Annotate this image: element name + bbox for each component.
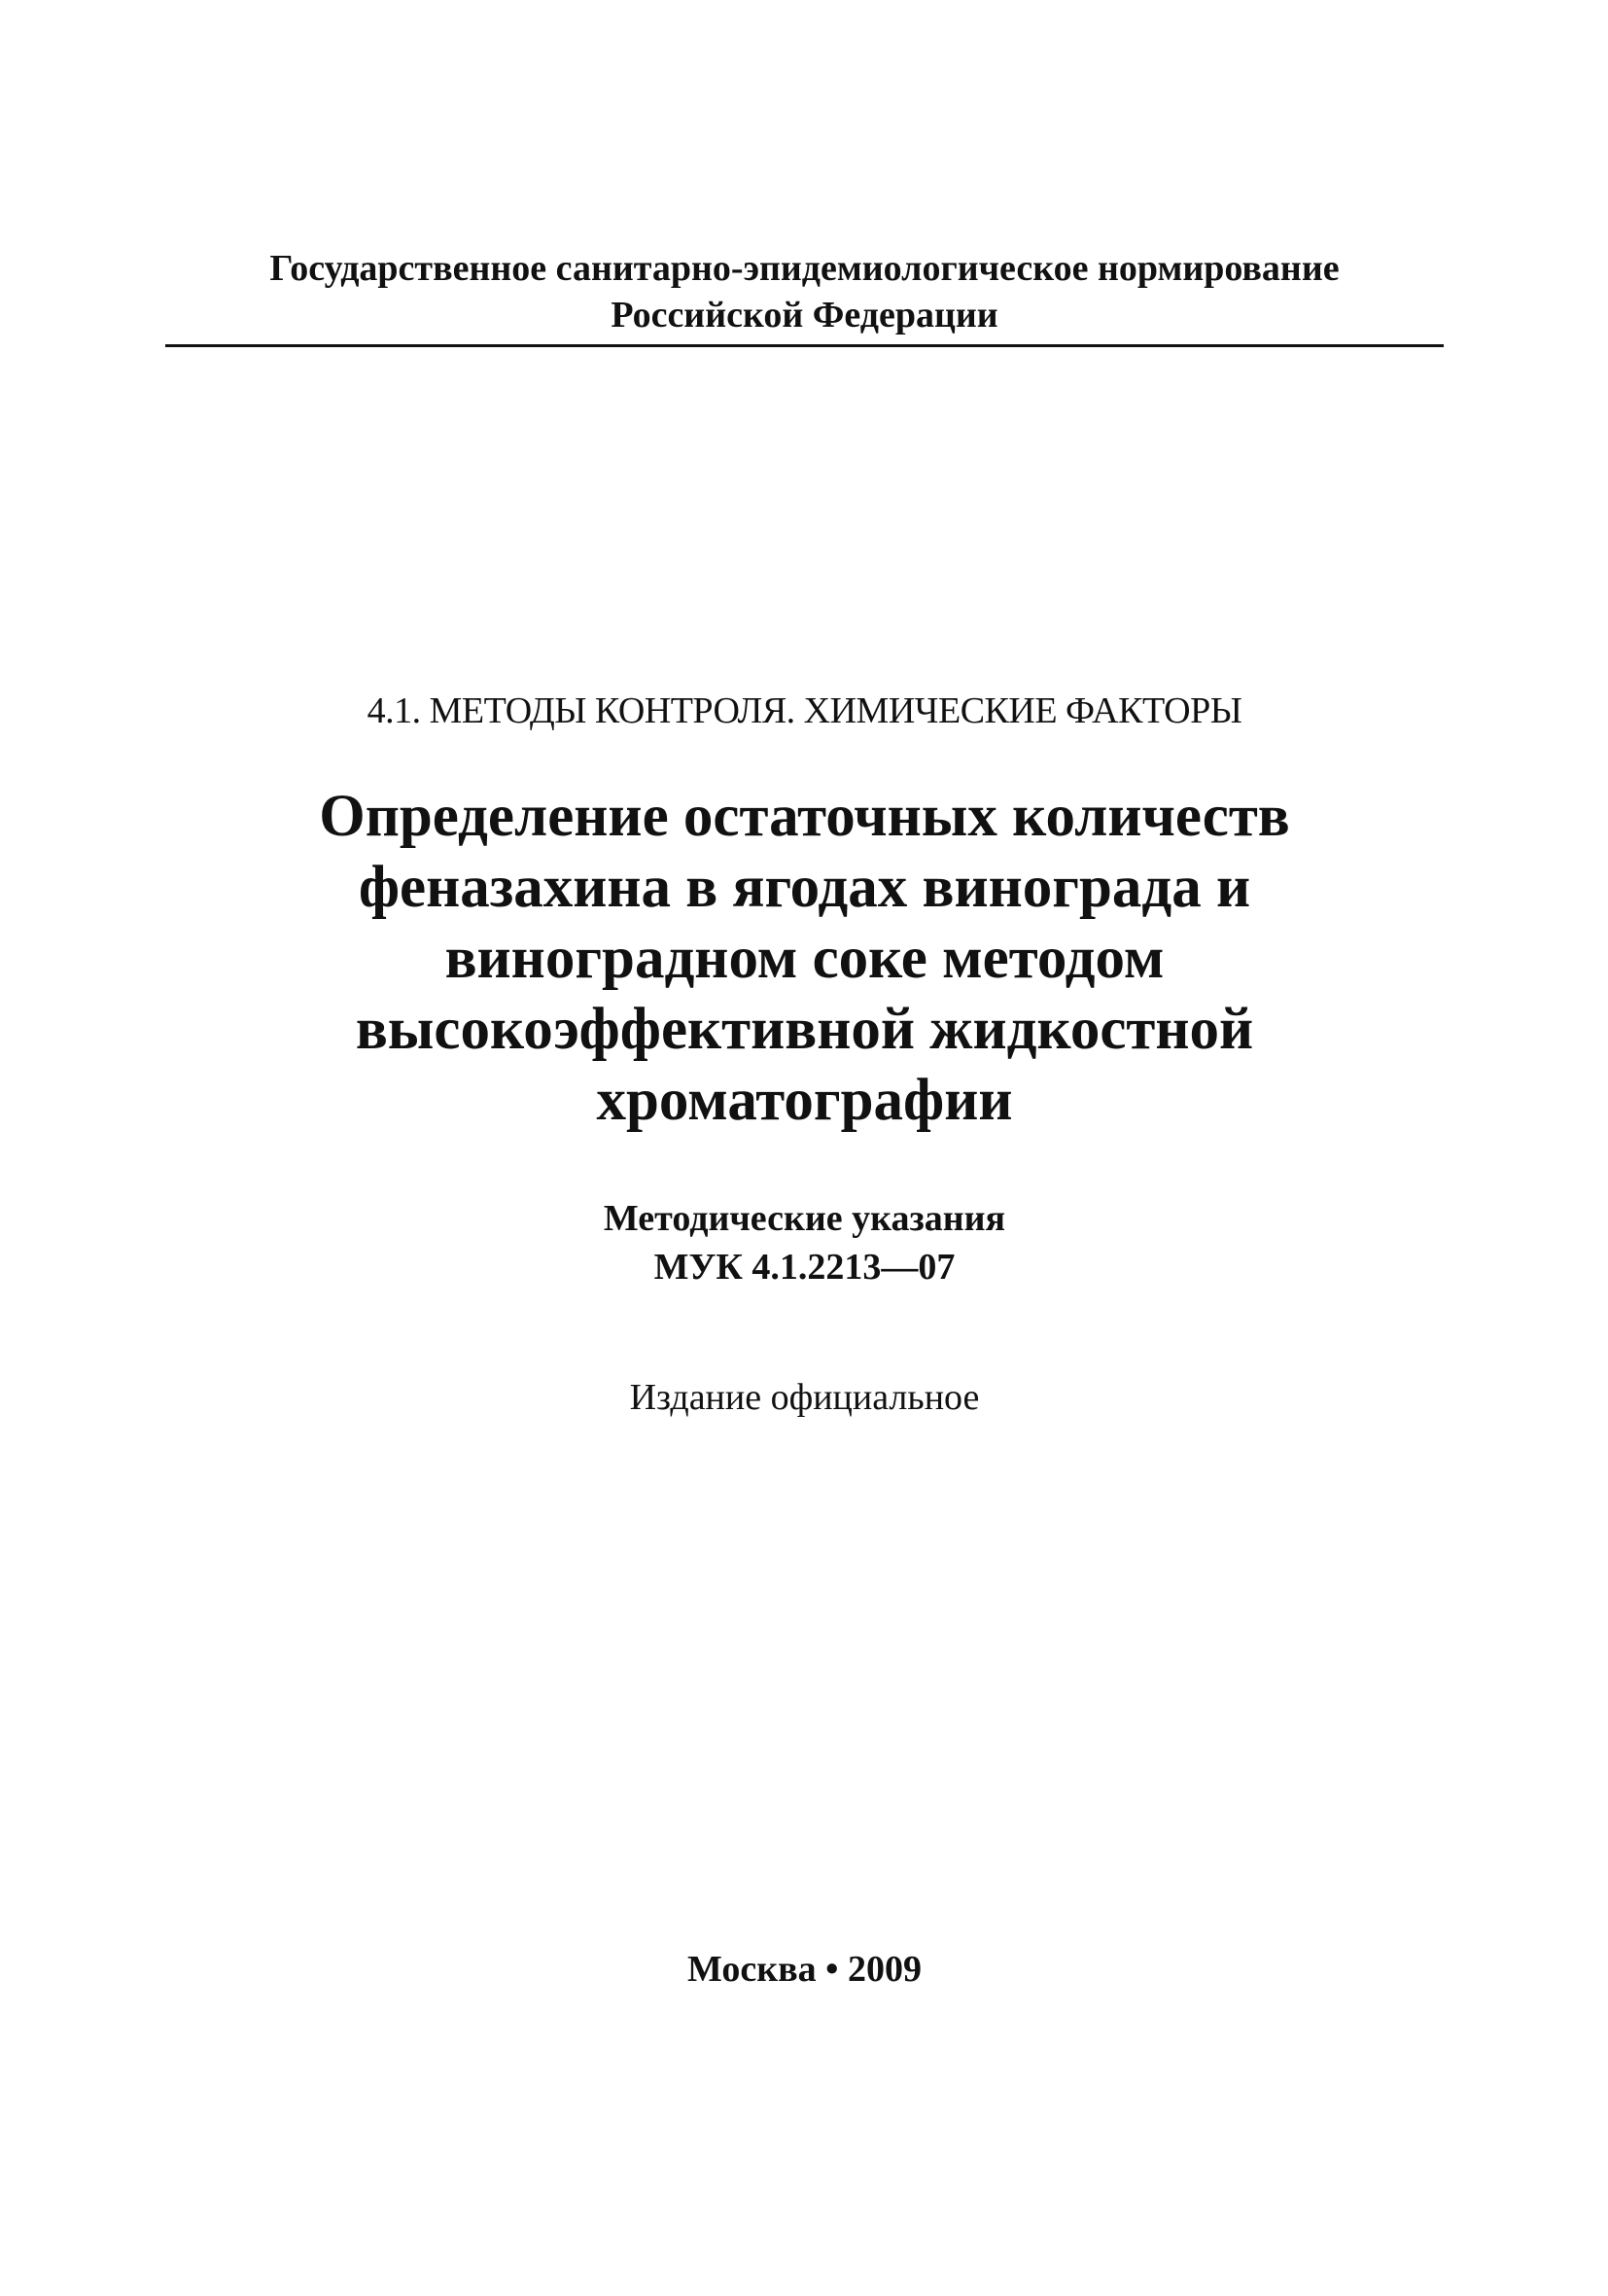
series-heading: 4.1. МЕТОДЫ КОНТРОЛЯ. ХИМИЧЕСКИЕ ФАКТОРЫ [367, 690, 1242, 731]
header-line-2: Российской Федерации [611, 295, 998, 336]
document-type: Методические указания [603, 1198, 1006, 1239]
imprint-city-year: Москва • 2009 [687, 1949, 922, 1990]
document-title [146, 781, 1463, 1136]
title-line-2: феназахина в ягодах винограда и [358, 855, 1251, 920]
document-number: МУК 4.1.2213—07 [653, 1247, 956, 1288]
title-line-3: виноградном соке методом [444, 926, 1165, 991]
issuing-authority-header [165, 245, 1444, 338]
header-divider [165, 344, 1444, 347]
title-line-4: высокоэффективной жидкостной [355, 997, 1254, 1062]
header-line-1: Государственное санитарно-эпидемиологическое нормирование [269, 248, 1340, 289]
title-line-5: хроматографии [596, 1068, 1013, 1133]
edition-label: Издание официальное [629, 1377, 980, 1418]
title-line-1: Определение остаточных количеств [319, 784, 1290, 849]
